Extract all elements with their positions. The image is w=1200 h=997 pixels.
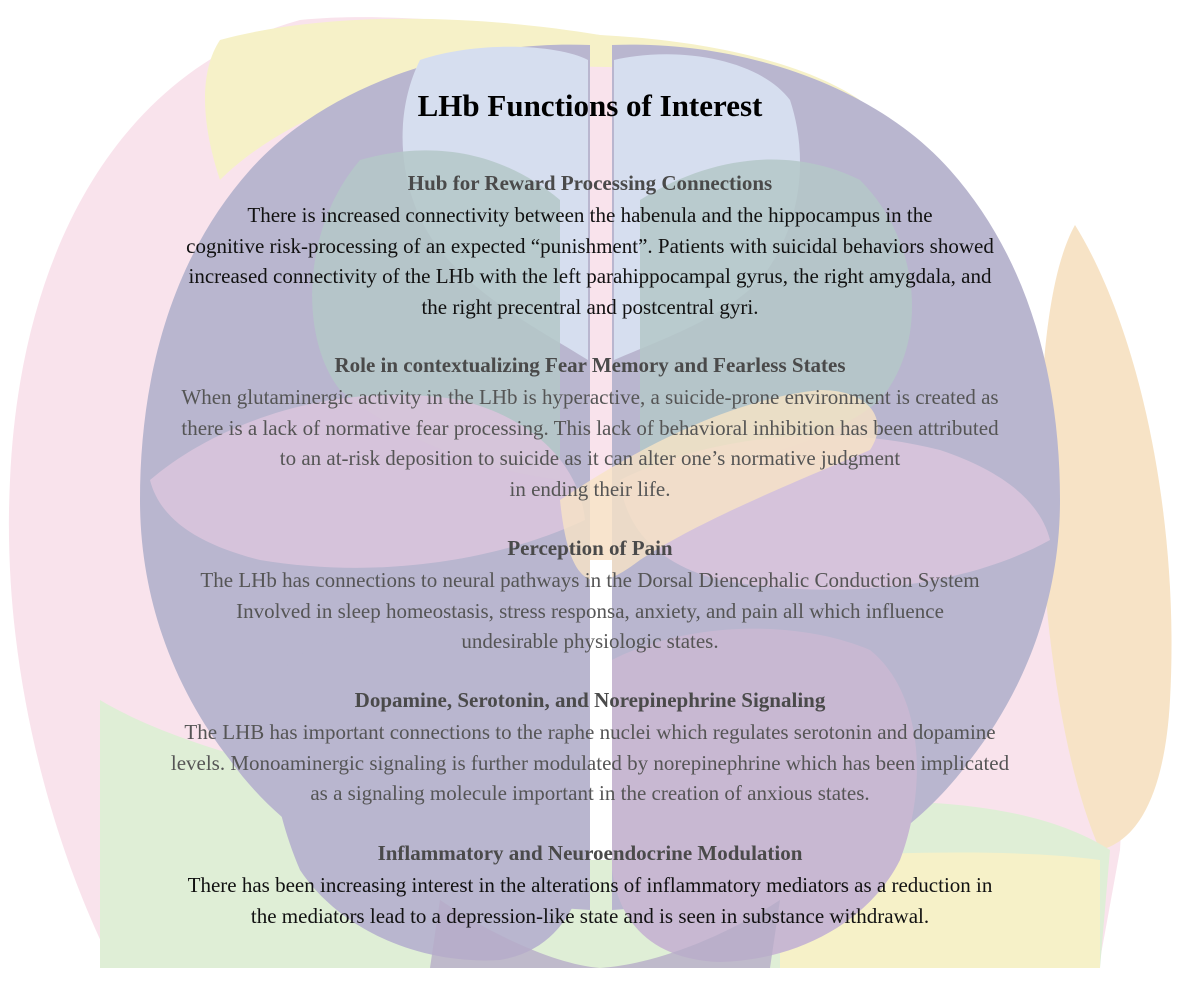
section-heading: Perception of Pain: [507, 536, 673, 560]
section-text-line: in ending their life.: [509, 476, 671, 501]
section-text-line: to an at-risk deposition to suicide as it can alter one’s normative judgment: [279, 446, 901, 470]
section-text-line: levels. Monoaminergic signaling is further modulated by norepinephrine which has been implicated: [170, 750, 1010, 775]
section-text-line: there is a lack of normative fear processing. This lack of behavioral inhibition has been attributed: [181, 415, 999, 440]
section-heading: Hub for Reward Processing Connections: [407, 171, 773, 195]
section-text-line: The LHb has connections to neural pathways in the Dorsal Diencephalic Conduction System: [200, 568, 980, 592]
section-text-line: the right precentral and postcentral gyri.: [421, 294, 759, 319]
section-text-line: the mediators lead to a depression-like state and is seen in substance withdrawal.: [250, 903, 930, 928]
section-inflammatory-modulation: [100, 840, 1080, 931]
section-text-line: When glutaminergic activity in the LHb is hyperactive, a suicide-prone environment is created as: [181, 385, 999, 409]
section-fear-memory: [100, 352, 1080, 504]
section-reward-processing: [100, 170, 1080, 322]
section-text-line: The LHB has important connections to the raphe nuclei which regulates serotonin and dopamine: [184, 720, 996, 744]
section-monoamine-signaling: [100, 687, 1080, 809]
section-text-line: Involved in sleep homeostasis, stress responsa, anxiety, and pain all which influence: [236, 598, 944, 623]
section-text-line: increased connectivity of the LHb with the left parahippocampal gyrus, the right amygdala, and: [188, 264, 992, 288]
section-heading: Dopamine, Serotonin, and Norepinephrine Signaling: [354, 688, 826, 712]
section-heading: Inflammatory and Neuroendocrine Modulation: [377, 841, 803, 865]
section-text-line: as a signaling molecule important in the creation of anxious states.: [310, 781, 870, 805]
section-perception-of-pain: [100, 535, 1080, 657]
section-text-line: cognitive risk-processing of an expected “punishment”. Patients with suicidal behaviors showed: [186, 233, 994, 258]
section-text-line: There is increased connectivity between the habenula and the hippocampus in the: [247, 203, 933, 227]
section-text-line: There has been increasing interest in the alterations of inflammatory mediators as a reduction in: [187, 873, 993, 897]
section-heading: Role in contextualizing Fear Memory and Fearless States: [334, 353, 846, 377]
section-text-line: undesirable physiologic states.: [461, 629, 719, 653]
page-title: LHb Functions of Interest: [417, 88, 763, 123]
